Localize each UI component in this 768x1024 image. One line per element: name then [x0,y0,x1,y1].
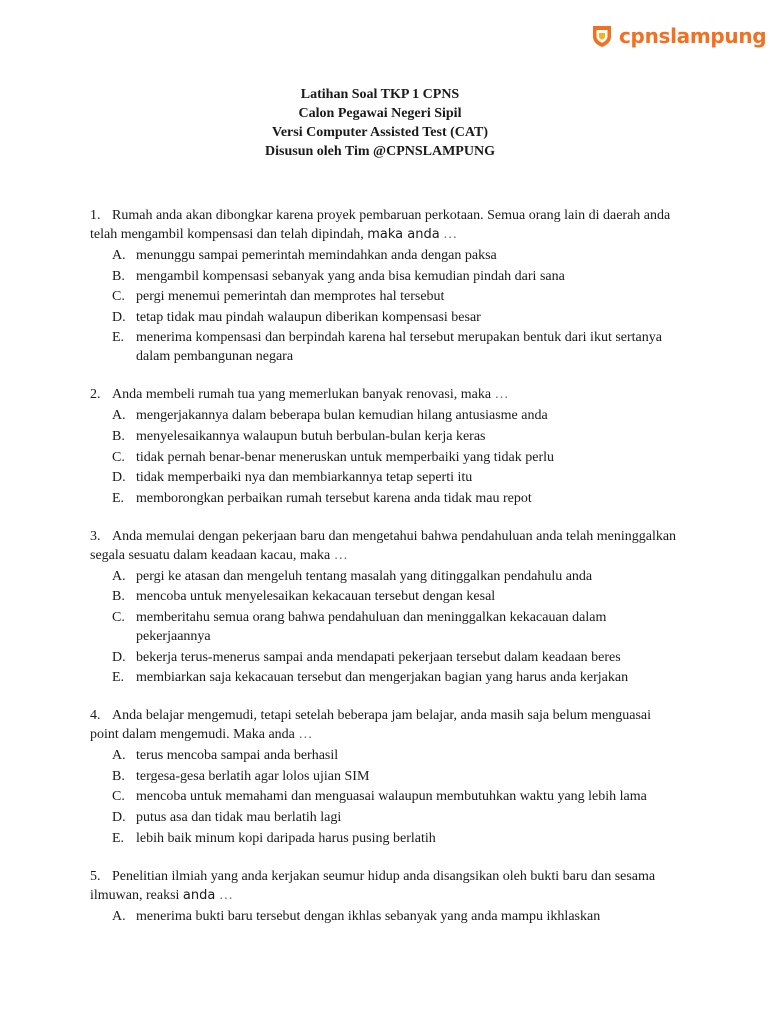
option-letter: A. [112,908,126,924]
option-text: memberitahu semua orang bahwa pendahuluan dan meninggalkan kekacauan dalam pekerjaannya [136,609,607,644]
question-item [90,527,680,687]
option-text: terus mencoba sampai anda berhasil [136,748,339,764]
question-list [90,206,680,945]
option-text: bekerja terus-menerus sampai anda mendapati pekerjaan tersebut dalam keadaan beres [136,649,621,665]
option-letter: C. [112,289,125,305]
option-text: lebih baik minum kopi daripada harus pusing berlatih [136,830,436,846]
question-ellipsis: … [298,727,313,743]
answer-option [112,308,680,327]
question-item [90,385,680,507]
answer-option [112,287,680,306]
option-text: tergesa-gesa berlatih agar lolos ujian SIM [136,768,370,784]
question-body: Penelitian ilmiah yang anda kerjakan seumur hidup anda disangsikan oleh bukti baru dan sesama ilmuwan, reaksi [90,868,656,903]
answer-option [112,907,680,926]
question-ellipsis: … [218,887,233,903]
document-header [0,85,760,161]
question-text [90,867,680,905]
answer-option [112,829,680,848]
option-text: mengambil kompensasi sebanyak yang anda bisa kemudian pindah dari sana [136,268,565,284]
question-number: 1. [90,208,101,223]
answer-option [112,808,680,827]
option-letter: A. [112,748,126,764]
option-text: tidak pernah benar-benar meneruskan untuk memperbaiki yang tidak perlu [136,449,555,465]
option-letter: E. [112,830,125,846]
answer-option [112,767,680,786]
option-list [90,567,680,687]
question-text [90,206,680,244]
option-text: menerima bukti baru tersebut dengan ikhlas sebanyak yang anda mampu ikhlaskan [136,908,601,924]
question-ellipsis: … [333,547,348,563]
answer-option [112,668,680,687]
question-number: 2. [90,387,101,403]
option-letter: C. [112,609,125,625]
option-list [90,246,680,366]
question-item [90,206,680,366]
option-letter: B. [112,268,125,284]
option-text: pergi menemui pemerintah dan memprotes hal tersebut [136,289,445,305]
answer-option [112,746,680,765]
answer-option [112,648,680,667]
option-letter: C. [112,449,125,465]
question-item [90,867,680,926]
option-text: putus asa dan tidak mau berlatih lagi [136,809,342,825]
question-number: 3. [90,528,101,544]
option-letter: A. [112,408,126,424]
option-letter: A. [112,568,126,584]
answer-option [112,406,680,425]
option-letter: B. [112,428,125,444]
answer-option [112,448,680,467]
option-letter: D. [112,470,126,486]
answer-option [112,427,680,446]
question-tail: anda [182,887,216,903]
question-ellipsis: … [494,387,509,403]
question-text [90,706,680,744]
option-letter: A. [112,248,126,263]
answer-option [112,787,680,806]
question-tail: maka anda [367,227,440,242]
question-text [90,385,680,404]
option-letter: D. [112,809,126,825]
option-text: membiarkan saja kekacauan tersebut dan mengerjakan bagian yang harus anda kerjakan [136,670,629,686]
question-ellipsis: … [443,227,458,242]
header-line: Calon Pegawai Negeri Sipil [298,106,462,121]
option-letter: C. [112,789,125,805]
option-text: tetap tidak mau pindah walaupun diberikan kompensasi besar [136,309,481,325]
question-text [90,527,680,565]
option-letter: B. [112,768,125,784]
header-line: Versi Computer Assisted Test (CAT) [272,125,488,140]
option-letter: B. [112,589,125,605]
option-list [90,746,680,847]
option-list [90,406,680,507]
option-letter: E. [112,670,125,686]
option-text: menunggu sampai pemerintah memindahkan anda dengan paksa [136,248,497,263]
option-text: mengerjakannya dalam beberapa bulan kemudian hilang antusiasme anda [136,408,548,424]
question-body: Rumah anda akan dibongkar karena proyek pembaruan perkotaan. Semua orang lain di daerah anda telah mengambil kompensasi dan telah dipindah, [90,208,671,242]
option-text: mencoba untuk memahami dan menguasai walaupun membutuhkan waktu yang lebih lama [136,789,647,805]
brand-logo [591,24,766,48]
option-text: mencoba untuk menyelesaikan kekacauan tersebut dengan kesal [136,589,496,605]
answer-option [112,567,680,586]
question-body: Anda membeli rumah tua yang memerlukan banyak renovasi, maka [112,387,492,403]
header-line: Disusun oleh Tim @CPNSLAMPUNG [265,144,495,159]
option-letter: D. [112,309,126,325]
option-text: pergi ke atasan dan mengeluh tentang masalah yang ditinggalkan pendahulu anda [136,568,593,584]
option-letter: E. [112,330,125,346]
answer-option [112,587,680,606]
shield-logo-icon [591,24,613,48]
question-body: Anda belajar mengemudi, tetapi setelah beberapa jam belajar, anda masih saja belum menguasai point dalam mengemudi. Maka anda [90,708,651,743]
option-text: menerima kompensasi dan berpindah karena hal tersebut merupakan bentuk dari ikut sertanya dalam pembangunan negara [136,330,662,365]
question-body: Anda memulai dengan pekerjaan baru dan mengetahui bahwa pendahuluan anda telah meninggalkan segala sesuatu dalam keadaan kacau, maka [90,528,677,563]
option-letter: D. [112,649,126,665]
answer-option [112,608,680,646]
answer-option [112,489,680,508]
option-letter: E. [112,490,125,506]
option-list [90,907,680,926]
option-text: memborongkan perbaikan rumah tersebut karena anda tidak mau repot [136,490,532,506]
answer-option [112,267,680,286]
answer-option [112,468,680,487]
answer-option [112,328,680,366]
option-text: tidak memperbaiki nya dan membiarkannya tetap seperti itu [136,470,473,486]
logo-wordmark: cpnslampung [619,24,767,48]
question-item [90,706,680,847]
header-line: Latihan Soal TKP 1 CPNS [300,87,460,102]
question-number: 5. [90,868,101,884]
answer-option [112,246,680,265]
option-text: menyelesaikannya walaupun butuh berbulan-bulan kerja keras [136,428,486,444]
question-number: 4. [90,708,101,724]
